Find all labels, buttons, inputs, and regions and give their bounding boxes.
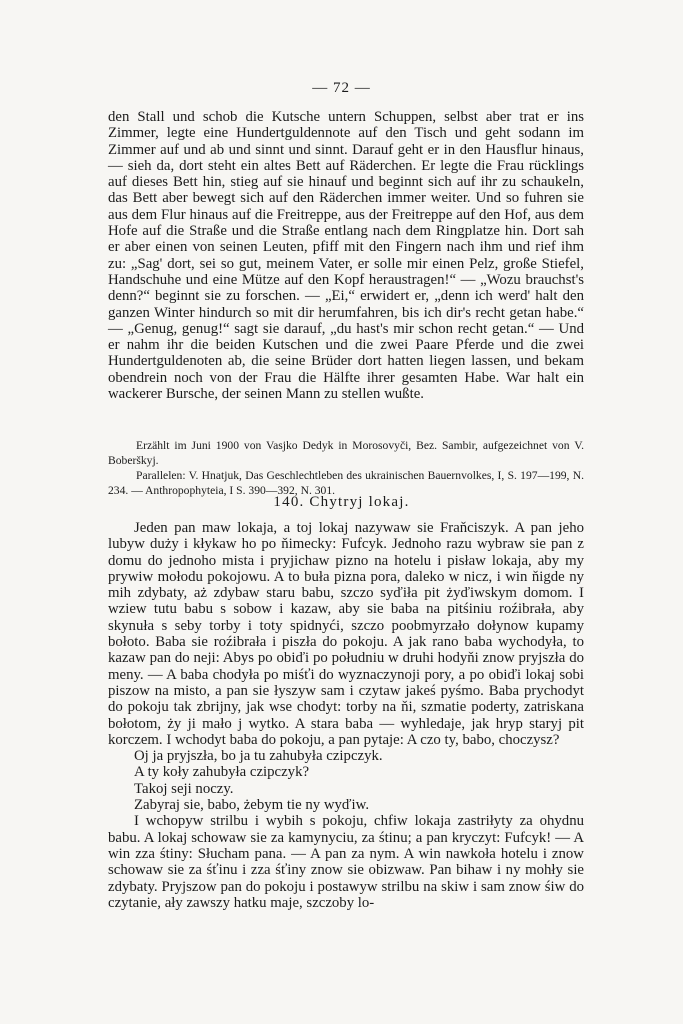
story-continuation (108, 109, 584, 402)
paragraph: Jeden pan maw lokaja, a toj lokaj nazywaw sie Fraňciszyk. A pan jeho lubyw duży i kłykaw ho po ňimecky: Fufcyk. Jednoho razu wybraw sie pan z domu do jednoho mista i pryjichaw pizno na hotelu i pisław lokaja, aby my prywiw mołodu pokojowu. A to buła pizna pora, daleko w nicz, i win ňigde ny mih zdybaty, aż zdybaw staru babu, szczo syďiła pit żyďiwskym domom. I wziew tutu babu s sobow i kazaw, aby sie baba na pitśiniu roźibrała, aby skynuła s seby torby i toty spidnyći, szczo poobmyrzało dołynow kupamy bołoto. Baba sie roźibrała i piszła do pokoju. A jak rano baba wychodyła, to kazaw pan do neji: Abys po obiďi po południu w druhi hodyňi znow pryjszła do meny. — A baba chodyła po miśťi do wyznaczynoji pory, a po obiďi lokaj sobi piszow na misto, a pan sie łyszyw sam i czytaw jakeś pyśmo. Baba prychodyt do pokoju tak zbrijny, jak wse chodyt: torby na ňi, szmatie poderty, zatriskana bołotom, ży ji mało j wytko. A stara baba — wyhledaje, jak hryp staryj pit korczem. I wchodyt baba do pokoju, a pan pytaje: A czo ty, babo, choczysz? (108, 520, 584, 748)
paragraph: I wchopyw strilbu i wybih s pokoju, chfiw lokaja zastriłyty za ohydnu babu. A lokaj schowaw sie za kamynyciu, za śtinu; a pan kryczyt: Fufcyk! — A win zza śtiny: Słucham pana. — A pan za nym. A win nawkoła hotelu i znow schowaw sie za śťinu i zza śťiny znow sie obizwaw. Pan bihaw i ny mohły sie zdybaty. Pryjszow pan do pokoju i postawyw strilbu na skiw i sam znow śiw do czytanie, ały zawszy hatku maje, szczoby lo- (108, 813, 584, 911)
story-title: 140. Chytryj lokaj. (273, 494, 410, 510)
page-number: — 72 — (312, 80, 371, 96)
paragraph: den Stall und schob die Kutsche untern Schuppen, selbst aber trat er ins Zimmer, legte eine Hundertguldennote auf den Tisch und geht sodann im Zimmer auf und ab und sinnt und sinnt. Darauf geht er in den Hausflur hinaus, — sieh da, dort steht ein altes Bett auf Räderchen. Er legte die Frau rücklings auf dieses Bett hin, stieg auf sie hinauf und beginnt sich auf ihr zu schaukeln, das Bett aber bewegt sich auf den Räderchen immer weiter. Und so fuhren sie aus dem Flur hinaus auf die Freitreppe, aus der Freitreppe auf den Hof, aus dem Hofe auf die Straße und die Straße entlang nach dem Ringplatze hin. Dort sah er aber einen von seinen Leuten, pfiff mit den Fingern nach ihm und rief ihm zu: „Sag' dort, sei so gut, meinem Vater, er solle mir einen Pelz, große Stiefel, Handschuhe und eine Mütze auf den Kopf heraustragen!“ — „Wozu brauchst's denn?“ beginnt sie zu forschen. — „Ei,“ erwidert er, „denn ich werd' halt den ganzen Winter hindurch so mit dir herumfahren, bis ich dir's recht getan habe.“ — „Genug, genug!“ sagt sie darauf, „du hast's mir schon recht getan.“ — Und er nahm ihr die beiden Kutschen und die zwei Paare Pferde und die zwei Hundertguldenoten ab, die seine Brüder dort hatten liegen lassen, und bekam obendrein noch von der Frau die Hälfte ihrer gesamten Habe. War halt ein wackerer Bursche, der seinen Mann zu stellen wußte. (108, 109, 584, 403)
dialogue-line: Zabyraj sie, babo, żebym tie ny wyďiw. (134, 797, 370, 814)
story-body (108, 520, 584, 911)
parallels-note: Parallelen: V. Hnatjuk, Das Geschlechtleben des ukrainischen Bauernvolkes, I, S. 197—199, N. 234. — Anthropophyteia, I S. 390—392, N. 301. (108, 469, 584, 497)
source-notes (108, 438, 584, 498)
dialogue-line: A ty koły zahubyła czipczyk? (134, 764, 310, 781)
dialogue-line: Oj ja pryjszła, bo ja tu zahubyła czipczyk. (134, 748, 383, 765)
source-note: Erzählt im Juni 1900 von Vasjko Dedyk in Morosovyči, Bez. Sambir, aufgezeichnet von V. Boberškyj. (108, 439, 584, 467)
dialogue-line: Takoj seji noczy. (134, 780, 234, 797)
